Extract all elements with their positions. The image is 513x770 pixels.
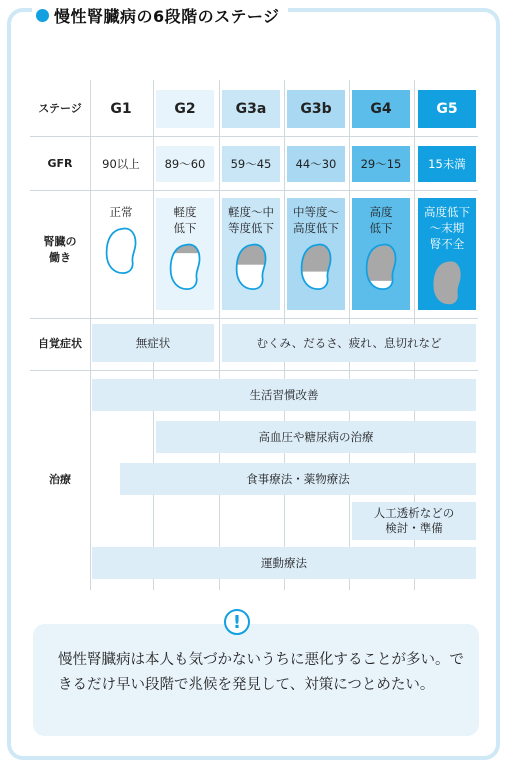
- stage-cell-g3b: G3b: [287, 90, 345, 128]
- gfr-cell-g3b: 44〜30: [287, 146, 345, 182]
- grid-line: [30, 190, 478, 191]
- exclamation-icon: !: [224, 609, 250, 635]
- gfr-cell-g1: 90以上: [92, 146, 150, 182]
- row-label-symptoms: 自覚症状: [38, 337, 82, 350]
- grid-line: [30, 318, 478, 319]
- row-label-stage: ステージ: [38, 102, 82, 115]
- function-label: 軽度 低下: [173, 205, 197, 235]
- row-label-gfr: GFR: [47, 157, 73, 170]
- treatment-lifestyle-bar: 生活習慣改善: [92, 379, 476, 411]
- stage-cell-g3a: G3a: [222, 90, 280, 128]
- treatment-bp-diabetes-bar: 高血圧や糖尿病の治療: [156, 421, 476, 453]
- stage-cell-g5: G5: [418, 90, 476, 128]
- kidney-icon: [167, 242, 203, 292]
- row-label-function: 腎臓の 働き: [43, 235, 77, 264]
- function-label: 中等度〜 高度低下: [293, 205, 339, 235]
- function-label: 正常: [109, 205, 133, 219]
- grid-line: [30, 136, 478, 137]
- function-cell-g2: [156, 198, 214, 310]
- kidney-icon: [298, 242, 334, 292]
- stage-cell-g2: G2: [156, 90, 214, 128]
- grid-line: [90, 80, 91, 590]
- function-cell-g3a: [222, 198, 280, 310]
- function-cell-g3b: [287, 198, 345, 310]
- function-label: 高度 低下: [369, 205, 393, 235]
- kidney-icon: [103, 226, 139, 276]
- gfr-cell-g3a: 59〜45: [222, 146, 280, 182]
- gfr-cell-g4: 29〜15: [352, 146, 410, 182]
- symptom-present-bar: むくみ、だるさ、疲れ、息切れなど: [222, 324, 476, 362]
- stage-cell-g4: G4: [352, 90, 410, 128]
- title-block: [32, 2, 288, 28]
- grid-line: [30, 370, 478, 371]
- gfr-cell-g5: 15未満: [418, 146, 476, 182]
- function-label: 高度低下 〜末期 腎不全: [424, 205, 470, 251]
- row-label-treatment: 治療: [49, 473, 71, 486]
- note-text: 慢性腎臓病は本人も気づかないうちに悪化することが多い。できるだけ早い段階で兆候を発見して、対策につとめたい。: [58, 652, 464, 693]
- function-label: 軽度〜中 等度低下: [228, 205, 274, 235]
- treatment-exercise-bar: 運動療法: [92, 547, 476, 579]
- bullet-icon: [36, 9, 49, 22]
- grid-line: [219, 80, 220, 590]
- kidney-icon: [429, 258, 465, 308]
- symptom-none-bar: 無症状: [92, 324, 214, 362]
- treatment-dialysis-bar: 人工透析などの 検討・準備: [352, 502, 476, 540]
- stage-cell-g1: G1: [92, 90, 150, 128]
- function-cell-g5: [418, 198, 476, 310]
- kidney-icon: [363, 242, 399, 292]
- function-cell-g1: [92, 198, 150, 310]
- treatment-diet-drug-bar: 食事療法・薬物療法: [120, 463, 476, 495]
- page-title: 慢性腎臓病の6段階のステージ: [54, 6, 280, 26]
- function-cell-g4: [352, 198, 410, 310]
- kidney-icon: [233, 242, 269, 292]
- gfr-cell-g2: 89〜60: [156, 146, 214, 182]
